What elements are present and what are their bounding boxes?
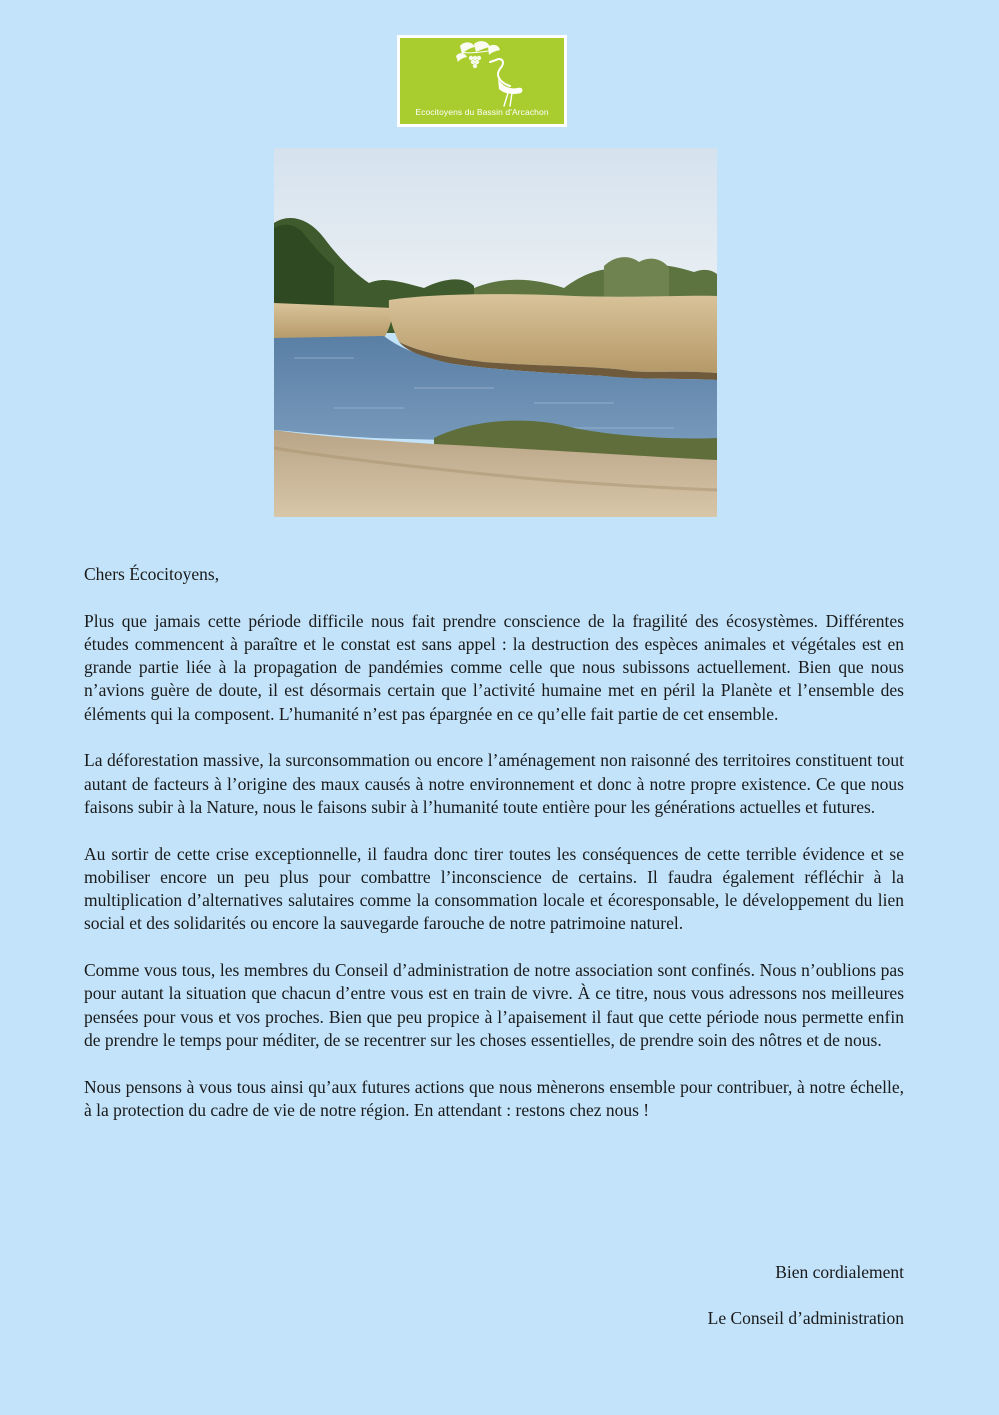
logo-text: Ecocitoyens du Bassin d'Arcachon xyxy=(415,107,549,117)
signature: Le Conseil d’administration xyxy=(707,1308,904,1328)
photo-reeds-left xyxy=(274,303,394,340)
association-logo xyxy=(397,35,567,127)
paragraph-1: Plus que jamais cette période difficile nous fait prendre conscience de la fragilité des écosystèmes. Différentes études commencent à paraître et le constat est sans appel : la destruction des espèces animales et végétales est en grande partie liée à la propagation de pandémies comme celle que nous subissons actuellement. Bien que nous n’avions guère de doute, il est désormais certain que l’activité humaine met en péril la Planète et l’ensemble des éléments qui la composent. L’humanité n’est pas épargnée en ce qu’elle fait partie de cet ensemble. xyxy=(84,610,904,724)
salutation: Chers Écocitoyens, xyxy=(84,564,220,584)
paragraph-3: Au sortir de cette crise exceptionnelle, il faudra donc tirer toutes les conséquences de cette terrible évidence et se mobiliser encore un peu plus pour combattre l’inconscience de certains. Il faudra également réfléchir à la multiplication d’alternatives salutaires comme la consommation locale et écoresponsable, le développement du lien social et des solidarités ou encore la sauvegarde farouche de notre patrimoine naturel. xyxy=(84,843,904,934)
closing-line: Bien cordialement xyxy=(775,1262,904,1282)
paragraph-2: La déforestation massive, la surconsommation ou encore l’aménagement non raisonné des territoires constituent tout autant de facteurs à l’origine des maux causés à notre environnement et donc à notre propre existence. Ce que nous faisons subir à la Nature, nous le faisons subir à l’humanité toute entière pour les générations actuelles et futures. xyxy=(84,750,904,817)
logo-panel xyxy=(400,38,564,124)
landscape-photo xyxy=(274,148,717,517)
letter-body xyxy=(84,563,904,1145)
paragraph-5: Nous pensons à vous tous ainsi qu’aux futures actions que nous mènerons ensemble pour contribuer, à notre échelle, à la protection du cadre de vie de notre région. En attendant : restons chez nous ! xyxy=(84,1076,904,1120)
paragraph-4: Comme vous tous, les membres du Conseil d’administration de notre association sont confinés. Nous n’oublions pas pour autant la situation que chacun d’entre vous est en train de vivre. À ce titre, nous vous adressons nos meilleures pensées pour vous et vos proches. Bien que peu propice à l’apaisement il faut que cette période nous permette enfin de prendre le temps pour méditer, de se recentrer sur les choses essentielles, de prendre soin des nôtres et de nous. xyxy=(84,960,904,1050)
